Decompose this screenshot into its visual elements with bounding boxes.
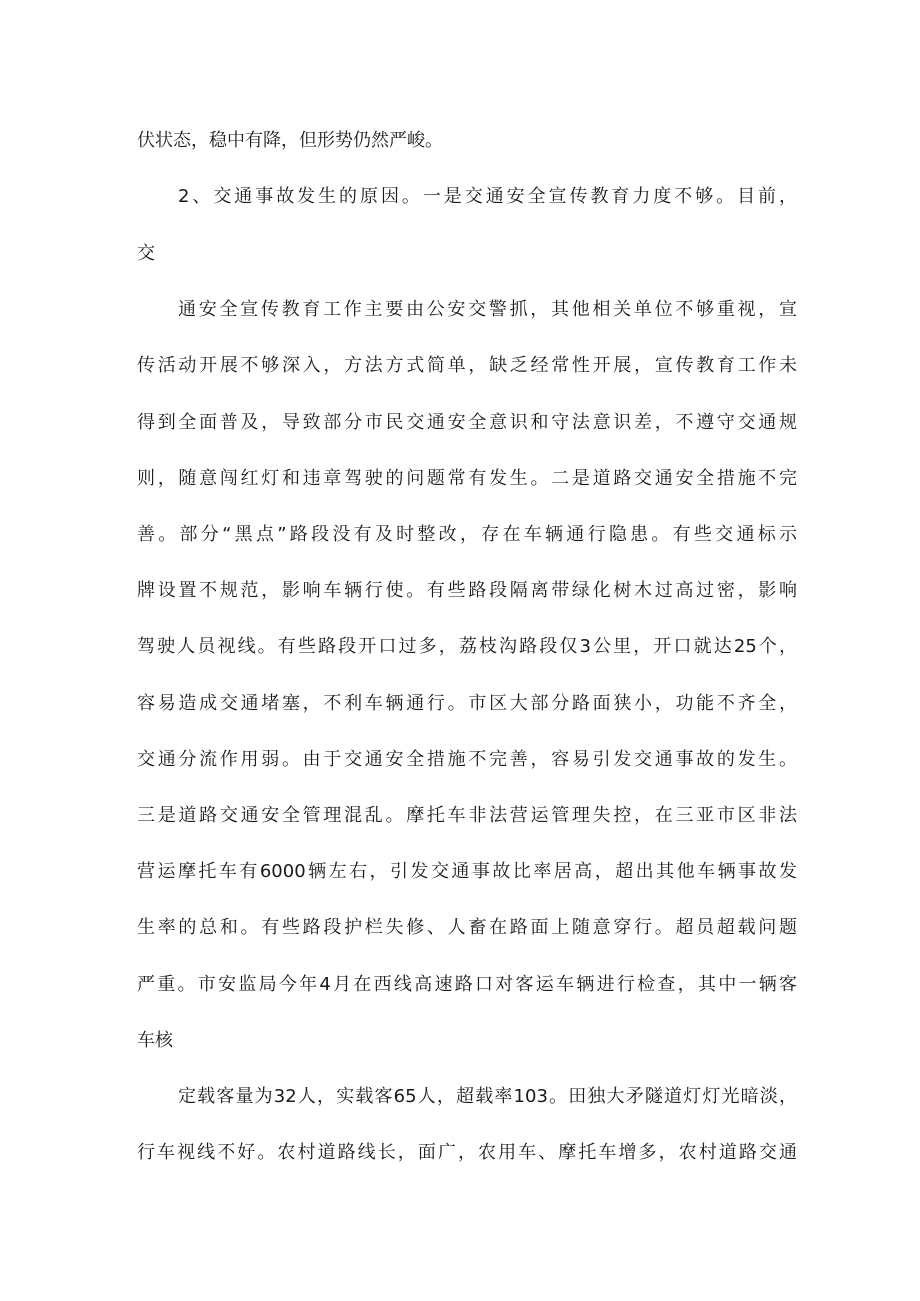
text-line-11: 容易造成交通堵塞，不利车辆通行。市区大部分路面狭小，功能不齐全， (137, 693, 797, 714)
text-line-1: 伏状态，稳中有降，但形势仍然严峻。 (137, 130, 443, 151)
text-line-18: 定载客量为32人，实载客65人，超载率103。田独大矛隧道灯灯光暗淡， (178, 1086, 797, 1107)
text-line-3: 交 (137, 243, 155, 264)
text-line-10: 驾驶人员视线。有些路段开口过多，荔枝沟路段仅3公里，开口就达25个， (137, 636, 797, 657)
text-line-17: 车核 (137, 1030, 173, 1051)
text-line-13: 三是道路交通安全管理混乱。摩托车非法营运管理失控，在三亚市区非法 (137, 805, 797, 826)
text-line-5: 传活动开展不够深入，方法方式简单，缺乏经常性开展，宣传教育工作未 (137, 355, 797, 376)
text-line-15: 生率的总和。有些路段护栏失修、人畜在路面上随意穿行。超员超载问题 (137, 917, 797, 938)
text-line-6: 得到全面普及，导致部分市民交通安全意识和守法意识差，不遵守交通规 (137, 412, 797, 433)
text-line-8: 善。部分“黑点”路段没有及时整改，存在车辆通行隐患。有些交通标示 (137, 524, 797, 545)
text-line-4: 通安全宣传教育工作主要由公安交警抓，其他相关单位不够重视，宣 (178, 299, 797, 320)
text-line-12: 交通分流作用弱。由于交通安全措施不完善，容易引发交通事故的发生。 (137, 749, 797, 770)
text-line-19: 行车视线不好。农村道路线长，面广，农用车、摩托车增多，农村道路交通 (137, 1142, 797, 1163)
text-line-9: 牌设置不规范，影响车辆行使。有些路段隔离带绿化树木过高过密，影响 (137, 580, 797, 601)
text-line-16: 严重。市安监局今年4月在西线高速路口对客运车辆进行检查，其中一辆客 (137, 974, 797, 995)
text-line-7: 则，随意闯红灯和违章驾驶的问题常有发生。二是道路交通安全措施不完 (137, 468, 797, 489)
text-line-2: 2、交通事故发生的原因。一是交通安全宣传教育力度不够。目前， (178, 186, 797, 207)
text-line-14: 营运摩托车有6000辆左右，引发交通事故比率居高，超出其他车辆事故发 (137, 861, 797, 882)
